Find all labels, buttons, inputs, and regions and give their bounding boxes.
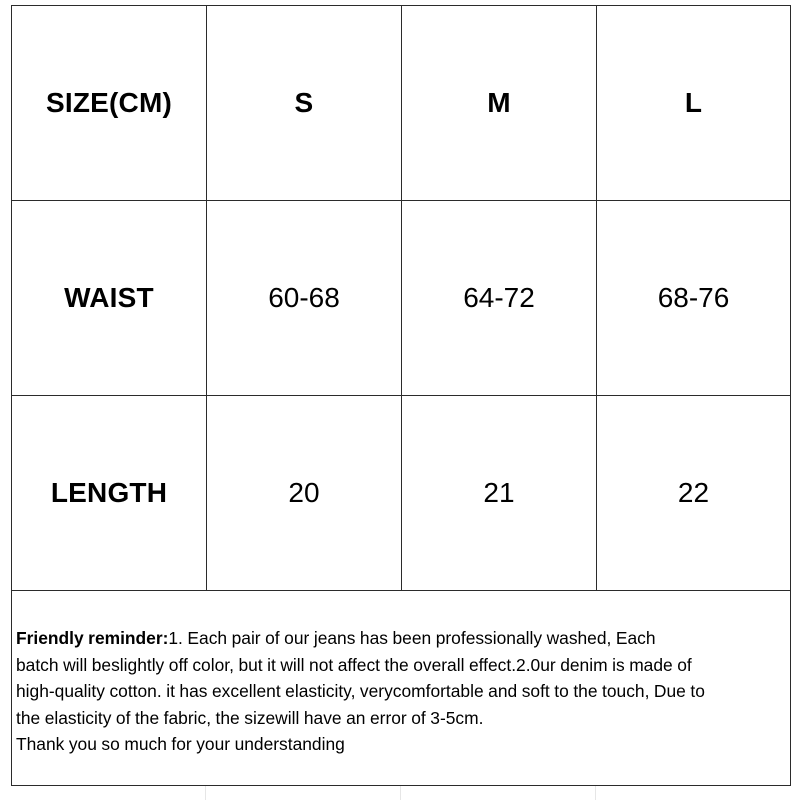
- length-row: [12, 396, 791, 591]
- header-row: [12, 6, 791, 201]
- reminder-line-5: Thank you so much for your understanding: [16, 734, 345, 754]
- length-m-value: 21: [402, 396, 597, 591]
- waist-m-value: 64-72: [402, 201, 597, 396]
- waist-l-value: 68-76: [597, 201, 791, 396]
- size-m-header: M: [402, 6, 597, 201]
- waist-label: WAIST: [12, 201, 207, 396]
- waist-row: [12, 201, 791, 396]
- reminder-line-3: high-quality cotton. it has excellent elasticity, verycomfortable and soft to the touch, Due to: [16, 681, 705, 701]
- reminder-row: [12, 591, 791, 786]
- length-l-value: 22: [597, 396, 791, 591]
- reminder-line-4: the elasticity of the fabric, the sizewill have an error of 3-5cm.: [16, 707, 484, 728]
- reminder-heading: Friendly reminder:: [16, 628, 169, 648]
- size-chart-table: [11, 5, 791, 786]
- reminder-text: 1. Each pair of our jeans has been professionally washed, Each: [168, 628, 656, 648]
- size-s-header: S: [207, 6, 402, 201]
- spreadsheet-gridlines: [0, 785, 800, 800]
- size-column-header: SIZE(CM): [12, 6, 207, 201]
- reminder-line-2: batch will beslightly off color, but it will not affect the overall effect.2.0ur denim is made of: [16, 654, 692, 675]
- reminder-cell: [12, 591, 791, 786]
- size-l-header: L: [597, 6, 791, 201]
- length-s-value: 20: [207, 396, 402, 591]
- reminder-line-1: [16, 625, 788, 652]
- friendly-reminder-note: [12, 591, 790, 758]
- length-label: LENGTH: [12, 396, 207, 591]
- waist-s-value: 60-68: [207, 201, 402, 396]
